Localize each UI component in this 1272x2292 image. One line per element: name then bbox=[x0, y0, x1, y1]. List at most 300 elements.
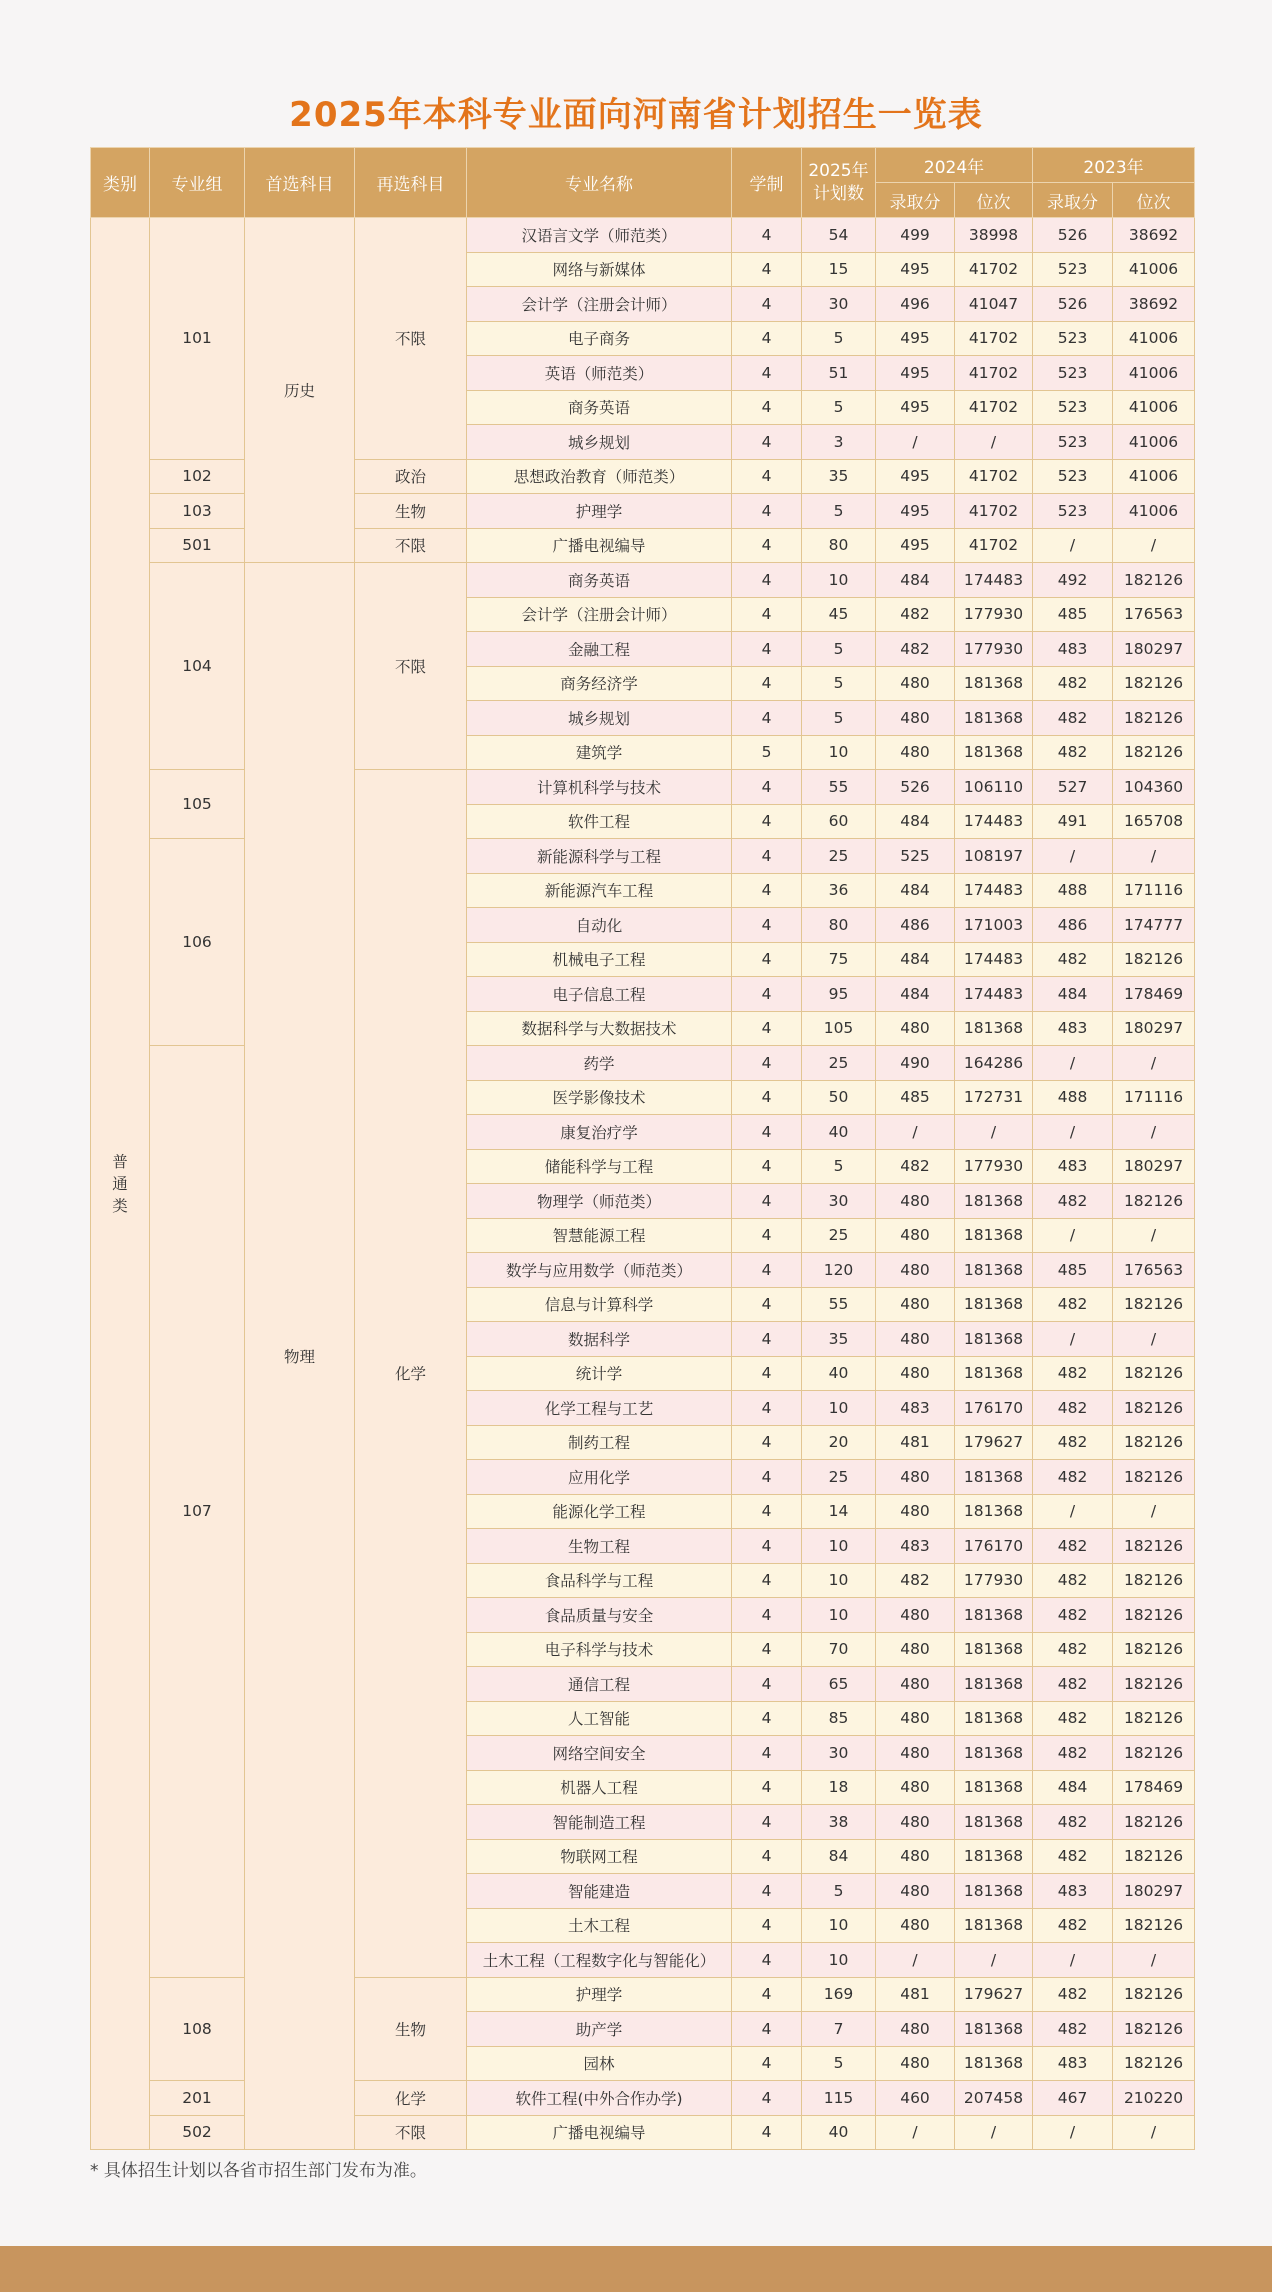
major-cell: 城乡规划 bbox=[467, 425, 732, 460]
rank-2023-cell: 182126 bbox=[1113, 1632, 1195, 1667]
score-2023-cell: 484 bbox=[1033, 977, 1113, 1012]
plan-cell: 40 bbox=[802, 1356, 876, 1391]
rank-2024-cell: 41702 bbox=[955, 321, 1033, 356]
score-2024-cell: 483 bbox=[876, 1529, 955, 1564]
rank-2023-cell: 41006 bbox=[1113, 390, 1195, 425]
group-cell: 502 bbox=[150, 2115, 245, 2150]
score-2023-cell: 482 bbox=[1033, 1839, 1113, 1874]
rank-2023-cell: 104360 bbox=[1113, 770, 1195, 805]
score-2024-cell: 482 bbox=[876, 632, 955, 667]
score-2023-cell: / bbox=[1033, 528, 1113, 563]
group-cell: 105 bbox=[150, 770, 245, 839]
group-cell: 104 bbox=[150, 563, 245, 770]
major-cell: 人工智能 bbox=[467, 1701, 732, 1736]
major-cell: 应用化学 bbox=[467, 1460, 732, 1495]
rank-2024-cell: 181368 bbox=[955, 1356, 1033, 1391]
major-cell: 广播电视编导 bbox=[467, 528, 732, 563]
rank-2023-cell: / bbox=[1113, 839, 1195, 874]
header-plan-2025 bbox=[802, 148, 876, 218]
score-2024-cell: 480 bbox=[876, 1460, 955, 1495]
major-cell: 物联网工程 bbox=[467, 1839, 732, 1874]
rank-2024-cell: 181368 bbox=[955, 1839, 1033, 1874]
score-2024-cell: 484 bbox=[876, 942, 955, 977]
rank-2023-cell: 182126 bbox=[1113, 942, 1195, 977]
category-char: 普 bbox=[112, 1152, 128, 1171]
score-2024-cell: 495 bbox=[876, 252, 955, 287]
years-cell: 4 bbox=[732, 701, 802, 736]
category-char: 类 bbox=[112, 1196, 128, 1215]
score-2024-cell: 484 bbox=[876, 977, 955, 1012]
rank-2024-cell: 106110 bbox=[955, 770, 1033, 805]
second-subject-cell: 不限 bbox=[355, 528, 467, 563]
major-cell: 商务经济学 bbox=[467, 666, 732, 701]
major-cell: 软件工程 bbox=[467, 804, 732, 839]
rank-2023-cell: 41006 bbox=[1113, 252, 1195, 287]
years-cell: 4 bbox=[732, 459, 802, 494]
header-year-2024: 2024年 bbox=[876, 148, 1033, 183]
rank-2024-cell: 181368 bbox=[955, 1736, 1033, 1771]
rank-2024-cell: 172731 bbox=[955, 1080, 1033, 1115]
rank-2024-cell: 41047 bbox=[955, 287, 1033, 322]
years-cell: 4 bbox=[732, 1632, 802, 1667]
major-cell: 制药工程 bbox=[467, 1425, 732, 1460]
score-2023-cell: 482 bbox=[1033, 1287, 1113, 1322]
score-2023-cell: 482 bbox=[1033, 1908, 1113, 1943]
years-cell: 4 bbox=[732, 942, 802, 977]
plan-cell: 10 bbox=[802, 1598, 876, 1633]
major-cell: 康复治疗学 bbox=[467, 1115, 732, 1150]
plan-cell: 54 bbox=[802, 218, 876, 253]
years-cell: 4 bbox=[732, 287, 802, 322]
major-cell: 电子信息工程 bbox=[467, 977, 732, 1012]
years-cell: 4 bbox=[732, 873, 802, 908]
years-cell: 4 bbox=[732, 1736, 802, 1771]
rank-2023-cell: 180297 bbox=[1113, 1149, 1195, 1184]
score-2023-cell: 492 bbox=[1033, 563, 1113, 598]
years-cell: 4 bbox=[732, 1667, 802, 1702]
score-2024-cell: 480 bbox=[876, 1770, 955, 1805]
rank-2024-cell: / bbox=[955, 425, 1033, 460]
plan-cell: 30 bbox=[802, 287, 876, 322]
major-cell: 自动化 bbox=[467, 908, 732, 943]
rank-2023-cell: 182126 bbox=[1113, 1736, 1195, 1771]
plan-cell: 5 bbox=[802, 632, 876, 667]
major-cell: 金融工程 bbox=[467, 632, 732, 667]
major-cell: 食品科学与工程 bbox=[467, 1563, 732, 1598]
plan-cell: 60 bbox=[802, 804, 876, 839]
score-2023-cell: / bbox=[1033, 1494, 1113, 1529]
rank-2024-cell: 181368 bbox=[955, 1460, 1033, 1495]
score-2024-cell: 480 bbox=[876, 1011, 955, 1046]
rank-2024-cell: 177930 bbox=[955, 1149, 1033, 1184]
score-2023-cell: 491 bbox=[1033, 804, 1113, 839]
rank-2023-cell: 182126 bbox=[1113, 735, 1195, 770]
plan-cell: 5 bbox=[802, 390, 876, 425]
major-cell: 网络与新媒体 bbox=[467, 252, 732, 287]
years-cell: 4 bbox=[732, 1287, 802, 1322]
bottom-decor-bar bbox=[0, 2246, 1272, 2292]
score-2024-cell: 480 bbox=[876, 2046, 955, 2081]
score-2023-cell: 482 bbox=[1033, 2012, 1113, 2047]
score-2023-cell: 483 bbox=[1033, 632, 1113, 667]
years-cell: 4 bbox=[732, 1529, 802, 1564]
plan-cell: 36 bbox=[802, 873, 876, 908]
years-cell: 4 bbox=[732, 1874, 802, 1909]
second-subject-cell: 化学 bbox=[355, 2081, 467, 2116]
rank-2023-cell: / bbox=[1113, 1943, 1195, 1978]
score-2023-cell: 486 bbox=[1033, 908, 1113, 943]
years-cell: 4 bbox=[732, 1598, 802, 1633]
rank-2023-cell: 210220 bbox=[1113, 2081, 1195, 2116]
score-2024-cell: 525 bbox=[876, 839, 955, 874]
score-2024-cell: 480 bbox=[876, 1908, 955, 1943]
rank-2023-cell: / bbox=[1113, 1115, 1195, 1150]
rank-2023-cell: 41006 bbox=[1113, 356, 1195, 391]
rank-2024-cell: 176170 bbox=[955, 1391, 1033, 1426]
years-cell: 4 bbox=[732, 1391, 802, 1426]
major-cell: 医学影像技术 bbox=[467, 1080, 732, 1115]
years-cell: 4 bbox=[732, 494, 802, 529]
score-2024-cell: 460 bbox=[876, 2081, 955, 2116]
header-plan-2025-count: 计划数 bbox=[813, 183, 864, 204]
rank-2023-cell: 182126 bbox=[1113, 563, 1195, 598]
plan-cell: 5 bbox=[802, 494, 876, 529]
major-cell: 智能建造 bbox=[467, 1874, 732, 1909]
group-cell: 106 bbox=[150, 839, 245, 1046]
rank-2023-cell: / bbox=[1113, 528, 1195, 563]
plan-cell: 169 bbox=[802, 1977, 876, 2012]
plan-cell: 10 bbox=[802, 1563, 876, 1598]
rank-2023-cell: / bbox=[1113, 1322, 1195, 1357]
rank-2023-cell: 182126 bbox=[1113, 2046, 1195, 2081]
score-2024-cell: 495 bbox=[876, 494, 955, 529]
score-2023-cell: 482 bbox=[1033, 1632, 1113, 1667]
plan-cell: 35 bbox=[802, 1322, 876, 1357]
major-cell: 生物工程 bbox=[467, 1529, 732, 1564]
plan-cell: 10 bbox=[802, 1943, 876, 1978]
rank-2024-cell: 174483 bbox=[955, 804, 1033, 839]
rank-2023-cell: / bbox=[1113, 2115, 1195, 2150]
major-cell: 新能源科学与工程 bbox=[467, 839, 732, 874]
years-cell: 4 bbox=[732, 1184, 802, 1219]
rank-2023-cell: 182126 bbox=[1113, 1425, 1195, 1460]
plan-cell: 85 bbox=[802, 1701, 876, 1736]
header-group: 专业组 bbox=[150, 148, 245, 218]
score-2023-cell: 488 bbox=[1033, 1080, 1113, 1115]
plan-cell: 95 bbox=[802, 977, 876, 1012]
rank-2024-cell: 41702 bbox=[955, 528, 1033, 563]
score-2023-cell: 488 bbox=[1033, 873, 1113, 908]
score-2023-cell: 482 bbox=[1033, 1805, 1113, 1840]
score-2024-cell: 480 bbox=[876, 1701, 955, 1736]
score-2023-cell: 523 bbox=[1033, 321, 1113, 356]
years-cell: 4 bbox=[732, 425, 802, 460]
plan-cell: 14 bbox=[802, 1494, 876, 1529]
rank-2024-cell: 179627 bbox=[955, 1977, 1033, 2012]
years-cell: 4 bbox=[732, 1460, 802, 1495]
rank-2024-cell: 176170 bbox=[955, 1529, 1033, 1564]
score-2023-cell: 482 bbox=[1033, 1425, 1113, 1460]
score-2023-cell: 523 bbox=[1033, 494, 1113, 529]
plan-cell: 20 bbox=[802, 1425, 876, 1460]
years-cell: 4 bbox=[732, 252, 802, 287]
rank-2024-cell: 38998 bbox=[955, 218, 1033, 253]
score-2024-cell: 480 bbox=[876, 1805, 955, 1840]
years-cell: 4 bbox=[732, 1425, 802, 1460]
rank-2024-cell: 108197 bbox=[955, 839, 1033, 874]
score-2023-cell: / bbox=[1033, 1218, 1113, 1253]
rank-2023-cell: 41006 bbox=[1113, 459, 1195, 494]
years-cell: 4 bbox=[732, 1701, 802, 1736]
plan-cell: 5 bbox=[802, 2046, 876, 2081]
rank-2024-cell: 181368 bbox=[955, 1253, 1033, 1288]
years-cell: 4 bbox=[732, 1908, 802, 1943]
major-cell: 机械电子工程 bbox=[467, 942, 732, 977]
plan-cell: 5 bbox=[802, 666, 876, 701]
score-2024-cell: / bbox=[876, 2115, 955, 2150]
rank-2023-cell: 165708 bbox=[1113, 804, 1195, 839]
score-2023-cell: 482 bbox=[1033, 1598, 1113, 1633]
rank-2023-cell: / bbox=[1113, 1046, 1195, 1081]
plan-cell: 40 bbox=[802, 1115, 876, 1150]
rank-2024-cell: 181368 bbox=[955, 1805, 1033, 1840]
rank-2024-cell: 181368 bbox=[955, 701, 1033, 736]
score-2024-cell: 526 bbox=[876, 770, 955, 805]
plan-cell: 55 bbox=[802, 1287, 876, 1322]
rank-2024-cell: 181368 bbox=[955, 1218, 1033, 1253]
rank-2024-cell: 41702 bbox=[955, 252, 1033, 287]
score-2023-cell: 482 bbox=[1033, 1667, 1113, 1702]
years-cell: 4 bbox=[732, 666, 802, 701]
score-2024-cell: 480 bbox=[876, 666, 955, 701]
years-cell: 4 bbox=[732, 632, 802, 667]
rank-2023-cell: 176563 bbox=[1113, 1253, 1195, 1288]
years-cell: 4 bbox=[732, 1977, 802, 2012]
second-subject-cell: 不限 bbox=[355, 218, 467, 460]
group-cell: 103 bbox=[150, 494, 245, 529]
years-cell: 4 bbox=[732, 804, 802, 839]
score-2023-cell: 523 bbox=[1033, 390, 1113, 425]
score-2024-cell: 480 bbox=[876, 1218, 955, 1253]
rank-2023-cell: 41006 bbox=[1113, 494, 1195, 529]
footnote: * 具体招生计划以各省市招生部门发布为准。 bbox=[90, 2161, 427, 2181]
rank-2023-cell: / bbox=[1113, 1494, 1195, 1529]
years-cell: 4 bbox=[732, 356, 802, 391]
plan-cell: 80 bbox=[802, 908, 876, 943]
plan-cell: 45 bbox=[802, 597, 876, 632]
score-2023-cell: 482 bbox=[1033, 1977, 1113, 2012]
score-2023-cell: 526 bbox=[1033, 287, 1113, 322]
years-cell: 4 bbox=[732, 2046, 802, 2081]
score-2023-cell: 482 bbox=[1033, 1529, 1113, 1564]
rank-2024-cell: 181368 bbox=[955, 1322, 1033, 1357]
score-2023-cell: 482 bbox=[1033, 1356, 1113, 1391]
score-2023-cell: 482 bbox=[1033, 1701, 1113, 1736]
rank-2023-cell: 176563 bbox=[1113, 597, 1195, 632]
second-subject-cell: 不限 bbox=[355, 2115, 467, 2150]
score-2023-cell: 485 bbox=[1033, 1253, 1113, 1288]
years-cell: 4 bbox=[732, 390, 802, 425]
rank-2023-cell: 180297 bbox=[1113, 632, 1195, 667]
rank-2024-cell: 41702 bbox=[955, 494, 1033, 529]
major-cell: 会计学（注册会计师） bbox=[467, 287, 732, 322]
score-2024-cell: 485 bbox=[876, 1080, 955, 1115]
group-cell: 201 bbox=[150, 2081, 245, 2116]
score-2024-cell: 495 bbox=[876, 356, 955, 391]
major-cell: 新能源汽车工程 bbox=[467, 873, 732, 908]
score-2024-cell: / bbox=[876, 425, 955, 460]
rank-2023-cell: 171116 bbox=[1113, 873, 1195, 908]
major-cell: 汉语言文学（师范类） bbox=[467, 218, 732, 253]
rank-2023-cell: 178469 bbox=[1113, 1770, 1195, 1805]
rank-2024-cell: 174483 bbox=[955, 873, 1033, 908]
table-row bbox=[91, 218, 1195, 253]
score-2024-cell: 481 bbox=[876, 1425, 955, 1460]
rank-2023-cell: 182126 bbox=[1113, 1460, 1195, 1495]
plan-cell: 80 bbox=[802, 528, 876, 563]
plan-cell: 25 bbox=[802, 1460, 876, 1495]
rank-2024-cell: 41702 bbox=[955, 356, 1033, 391]
score-2023-cell: 482 bbox=[1033, 1563, 1113, 1598]
score-2024-cell: 480 bbox=[876, 1839, 955, 1874]
plan-cell: 15 bbox=[802, 252, 876, 287]
rank-2023-cell: 174777 bbox=[1113, 908, 1195, 943]
rank-2024-cell: 41702 bbox=[955, 390, 1033, 425]
group-cell: 101 bbox=[150, 218, 245, 460]
major-cell: 智慧能源工程 bbox=[467, 1218, 732, 1253]
plan-cell: 5 bbox=[802, 1149, 876, 1184]
rank-2023-cell: 182126 bbox=[1113, 1184, 1195, 1219]
plan-cell: 65 bbox=[802, 1667, 876, 1702]
major-cell: 商务英语 bbox=[467, 563, 732, 598]
rank-2023-cell: 38692 bbox=[1113, 287, 1195, 322]
rank-2023-cell: 182126 bbox=[1113, 1908, 1195, 1943]
rank-2024-cell: 177930 bbox=[955, 1563, 1033, 1598]
rank-2024-cell: 181368 bbox=[955, 2012, 1033, 2047]
major-cell: 英语（师范类） bbox=[467, 356, 732, 391]
years-cell: 4 bbox=[732, 2115, 802, 2150]
group-cell: 107 bbox=[150, 1046, 245, 1978]
second-subject-cell: 政治 bbox=[355, 459, 467, 494]
rank-2024-cell: 181368 bbox=[955, 735, 1033, 770]
major-cell: 化学工程与工艺 bbox=[467, 1391, 732, 1426]
score-2023-cell: / bbox=[1033, 2115, 1113, 2150]
rank-2023-cell: 180297 bbox=[1113, 1011, 1195, 1046]
plan-cell: 115 bbox=[802, 2081, 876, 2116]
score-2023-cell: 482 bbox=[1033, 735, 1113, 770]
score-2023-cell: / bbox=[1033, 1322, 1113, 1357]
score-2023-cell: / bbox=[1033, 1943, 1113, 1978]
years-cell: 4 bbox=[732, 1943, 802, 1978]
rank-2023-cell: 182126 bbox=[1113, 1391, 1195, 1426]
years-cell: 4 bbox=[732, 1494, 802, 1529]
major-cell: 土木工程（工程数字化与智能化） bbox=[467, 1943, 732, 1978]
major-cell: 护理学 bbox=[467, 1977, 732, 2012]
score-2023-cell: 526 bbox=[1033, 218, 1113, 253]
rank-2023-cell: 182126 bbox=[1113, 1563, 1195, 1598]
second-subject-cell: 化学 bbox=[355, 770, 467, 1978]
score-2024-cell: 480 bbox=[876, 1874, 955, 1909]
score-2023-cell: 482 bbox=[1033, 1460, 1113, 1495]
major-cell: 建筑学 bbox=[467, 735, 732, 770]
rank-2024-cell: 207458 bbox=[955, 2081, 1033, 2116]
header-rank-2023: 位次 bbox=[1113, 183, 1195, 218]
major-cell: 物理学（师范类） bbox=[467, 1184, 732, 1219]
years-cell: 4 bbox=[732, 2012, 802, 2047]
rank-2023-cell: 171116 bbox=[1113, 1080, 1195, 1115]
major-cell: 储能科学与工程 bbox=[467, 1149, 732, 1184]
header-first-subject: 首选科目 bbox=[245, 148, 355, 218]
rank-2023-cell: 182126 bbox=[1113, 1667, 1195, 1702]
rank-2023-cell: 182126 bbox=[1113, 1701, 1195, 1736]
score-2024-cell: 499 bbox=[876, 218, 955, 253]
years-cell: 4 bbox=[732, 1046, 802, 1081]
header-category: 类别 bbox=[91, 148, 150, 218]
plan-cell: 10 bbox=[802, 735, 876, 770]
header-year-2023: 2023年 bbox=[1033, 148, 1195, 183]
rank-2024-cell: 181368 bbox=[955, 1632, 1033, 1667]
table-header bbox=[91, 148, 1195, 218]
score-2023-cell: 523 bbox=[1033, 356, 1113, 391]
rank-2024-cell: 174483 bbox=[955, 977, 1033, 1012]
plan-cell: 51 bbox=[802, 356, 876, 391]
rank-2024-cell: 181368 bbox=[955, 1011, 1033, 1046]
score-2024-cell: 483 bbox=[876, 1391, 955, 1426]
rank-2024-cell: / bbox=[955, 1115, 1033, 1150]
rank-2024-cell: / bbox=[955, 2115, 1033, 2150]
score-2024-cell: 482 bbox=[876, 1563, 955, 1598]
major-cell: 能源化学工程 bbox=[467, 1494, 732, 1529]
rank-2024-cell: 181368 bbox=[955, 1701, 1033, 1736]
plan-cell: 105 bbox=[802, 1011, 876, 1046]
plan-cell: 10 bbox=[802, 563, 876, 598]
rank-2024-cell: 181368 bbox=[955, 1770, 1033, 1805]
years-cell: 4 bbox=[732, 1563, 802, 1598]
plan-cell: 5 bbox=[802, 701, 876, 736]
years-cell: 4 bbox=[732, 977, 802, 1012]
score-2023-cell: 484 bbox=[1033, 1770, 1113, 1805]
rank-2024-cell: 181368 bbox=[955, 1184, 1033, 1219]
score-2023-cell: / bbox=[1033, 1046, 1113, 1081]
score-2024-cell: 495 bbox=[876, 321, 955, 356]
plan-cell: 35 bbox=[802, 459, 876, 494]
score-2023-cell: 483 bbox=[1033, 2046, 1113, 2081]
rank-2023-cell: 178469 bbox=[1113, 977, 1195, 1012]
major-cell: 助产学 bbox=[467, 2012, 732, 2047]
score-2023-cell: 523 bbox=[1033, 425, 1113, 460]
rank-2023-cell: 38692 bbox=[1113, 218, 1195, 253]
rank-2023-cell: / bbox=[1113, 1218, 1195, 1253]
major-cell: 食品质量与安全 bbox=[467, 1598, 732, 1633]
years-cell: 4 bbox=[732, 321, 802, 356]
score-2024-cell: 482 bbox=[876, 597, 955, 632]
score-2024-cell: 490 bbox=[876, 1046, 955, 1081]
score-2023-cell: 482 bbox=[1033, 666, 1113, 701]
rank-2024-cell: 164286 bbox=[955, 1046, 1033, 1081]
rank-2023-cell: 41006 bbox=[1113, 425, 1195, 460]
score-2023-cell: 483 bbox=[1033, 1149, 1113, 1184]
major-cell: 智能制造工程 bbox=[467, 1805, 732, 1840]
rank-2024-cell: 181368 bbox=[955, 1494, 1033, 1529]
score-2024-cell: 482 bbox=[876, 1149, 955, 1184]
rank-2023-cell: 41006 bbox=[1113, 321, 1195, 356]
years-cell: 4 bbox=[732, 1253, 802, 1288]
major-cell: 电子商务 bbox=[467, 321, 732, 356]
years-cell: 4 bbox=[732, 1218, 802, 1253]
rank-2023-cell: 182126 bbox=[1113, 1529, 1195, 1564]
score-2023-cell: 483 bbox=[1033, 1874, 1113, 1909]
score-2024-cell: 480 bbox=[876, 1494, 955, 1529]
